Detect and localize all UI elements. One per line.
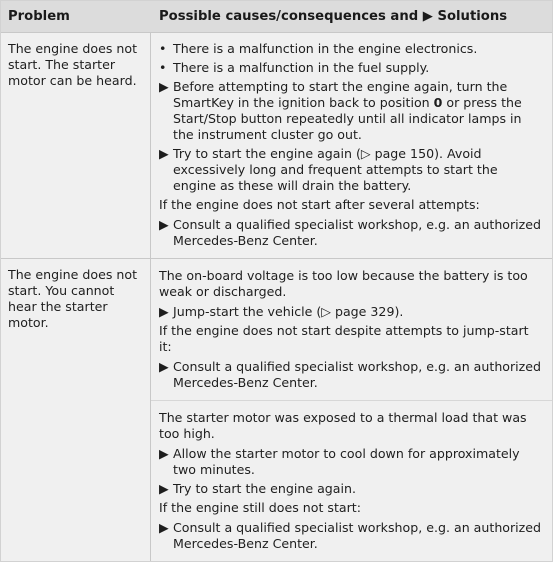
problem-cell: The engine does not start. You cannot hear the starter motor. [1,259,151,561]
list-item [159,304,542,320]
item-text: There is a malfunction in the engine electronics. [173,41,478,56]
arrow-icon: ▶ [159,217,169,232]
solutions-cell [151,33,552,258]
list-item [159,146,542,194]
arrow-icon: ▶ [159,446,169,461]
solutions-cell [151,259,552,561]
solution-block [151,401,552,561]
cause-text: The on-board voltage is too low because the battery is too weak or discharged. [159,268,528,299]
arrow-icon: ▶ [159,146,169,161]
note-text: If the engine does not start after several attempts: [159,197,480,212]
item-text: Consult a qualified specialist workshop, e.g. an authorized Mercedes-Benz Center. [173,520,542,551]
item-text: Before attempting to start the engine again, turn the SmartKey in the ignition back to position [173,79,508,110]
item-text: Try to start the engine again. [173,481,356,496]
arrow-icon: ▶ [159,481,169,496]
problem-cell: The engine does not start. The starter motor can be heard. [1,33,151,258]
item-text: Allow the starter motor to cool down for approximately two minutes. [173,446,520,477]
solution-block [151,259,552,401]
cause-text: The starter motor was exposed to a thermal load that was too high. [159,410,527,441]
arrow-icon: ▶ [159,520,169,535]
list-item [159,217,542,249]
arrow-icon: ▶ [159,79,169,94]
header-problem: Problem [8,9,70,24]
position-value: 0 [433,95,443,110]
table-header [1,1,552,33]
list-item [159,79,542,143]
bullet-icon: • [159,41,167,56]
arrow-icon: ▶ [159,304,169,319]
header-solutions: Possible causes/consequences and ▶ Solutions [159,9,508,24]
note-text: If the engine still does not start: [159,500,361,515]
item-text: or press the Start/Stop button repeatedly until all indicator lamps in the instrument cluster go out. [173,95,522,142]
item-text: Consult a qualified specialist workshop, e.g. an authorized Mercedes-Benz Center. [173,217,542,248]
note-text: If the engine does not start despite attempts to jump-start it: [159,323,529,354]
arrow-icon: ▶ [159,359,169,374]
list-item [159,41,542,57]
solution-block [151,33,552,258]
list-item [159,520,542,552]
list-item [159,481,542,497]
item-text: Jump-start the vehicle (▷ page 329). [173,304,404,319]
item-text: There is a malfunction in the fuel supply. [173,60,430,75]
item-text: Consult a qualified specialist workshop, e.g. an authorized Mercedes-Benz Center. [173,359,542,390]
list-item [159,359,542,391]
table-row [1,259,552,561]
bullet-icon: • [159,60,167,75]
list-item [159,60,542,76]
list-item [159,446,542,478]
table-row [1,33,552,259]
item-text: Try to start the engine again (▷ page 150). Avoid excessively long and frequent attempts to start the engine as these will drain the battery. [173,146,498,193]
